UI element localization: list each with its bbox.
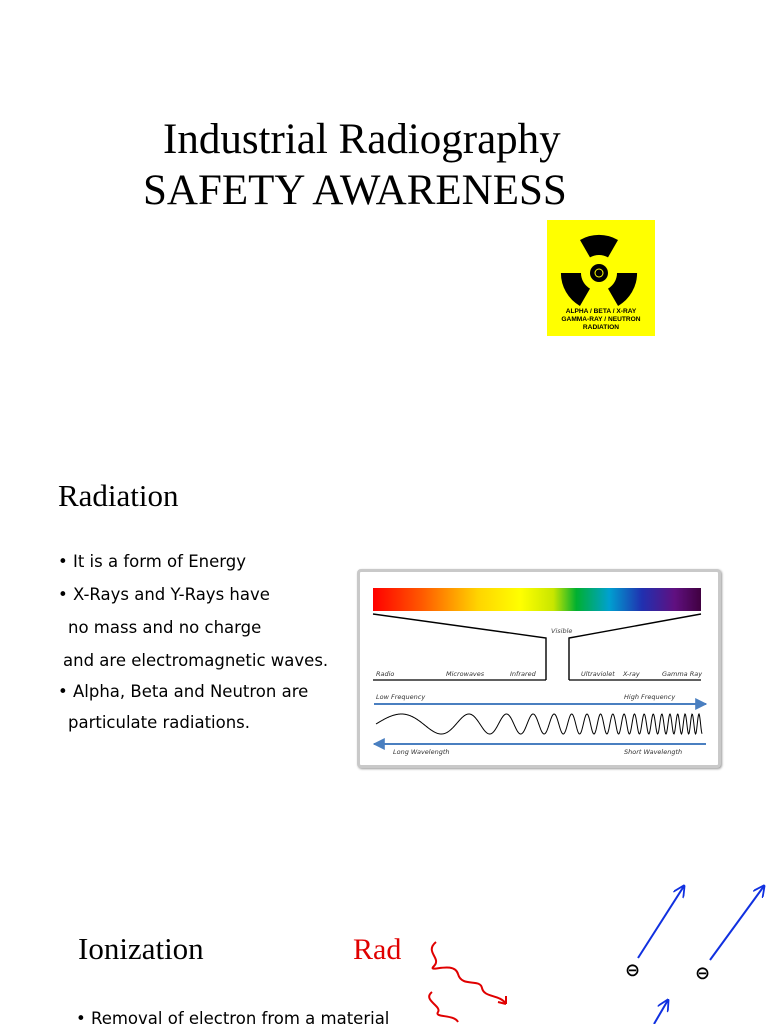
- low-frequency-label: Low Frequency: [376, 693, 426, 701]
- long-wavelength-label: Long Wavelength: [393, 748, 450, 756]
- radiation-trefoil-icon: [547, 220, 655, 310]
- ejected-electrons: [610, 880, 768, 1024]
- wave-path: [376, 714, 702, 734]
- radiation-hazard-sign: [547, 220, 655, 336]
- hazard-caption-line3: RADIATION: [582, 324, 620, 332]
- ionization-bullet: • Removal of electron from a material: [76, 1009, 390, 1028]
- bullet-line: particulate radiations.: [68, 713, 251, 732]
- ionization-heading: Ionization: [78, 931, 204, 966]
- electron-path-arrow: [710, 886, 764, 960]
- bullet-line: • Alpha, Beta and Neutron are: [58, 682, 309, 701]
- hazard-caption: [547, 308, 655, 333]
- bullet-line: • X-Rays and Y-Rays have: [58, 585, 270, 604]
- radiation-wave-arrows: [414, 930, 524, 1024]
- band-radio: Radio: [376, 670, 395, 678]
- hazard-caption-line2: GAMMA-RAY / NEUTRON: [561, 316, 641, 324]
- electron-path-arrow: [638, 886, 684, 958]
- hazard-caption-line1: ALPHA / BETA / X-RAY: [565, 308, 637, 315]
- electron-symbol-icon: ⊖: [695, 963, 711, 984]
- visible-light-bar: [373, 588, 701, 611]
- bullet-line: and are electromagnetic waves.: [63, 651, 329, 670]
- band-ultraviolet: Ultraviolet: [581, 670, 615, 678]
- spectrum-svg: [360, 572, 718, 765]
- electron-path-arrow: [654, 1000, 668, 1024]
- radiation-heading: Radiation: [58, 478, 179, 513]
- bullet-line: no mass and no charge: [68, 618, 262, 637]
- bullet-line: • It is a form of Energy: [58, 552, 246, 571]
- band-infrared: Infrared: [510, 670, 536, 678]
- band-gamma-ray: Gamma Ray: [662, 670, 703, 678]
- high-frequency-label: High Frequency: [624, 693, 676, 701]
- band-microwaves: Microwaves: [446, 670, 485, 678]
- electron-symbol-icon: ⊖: [625, 960, 641, 981]
- band-x-ray: X-ray: [623, 670, 640, 678]
- visible-label: Visible: [551, 627, 573, 635]
- slide-title-line2: SAFETY AWARENESS: [143, 167, 567, 214]
- short-wavelength-label: Short Wavelength: [624, 748, 683, 756]
- electromagnetic-spectrum-diagram: [357, 569, 721, 768]
- rad-label: Rad: [353, 933, 402, 966]
- slide-title-line1: Industrial Radiography: [163, 116, 561, 163]
